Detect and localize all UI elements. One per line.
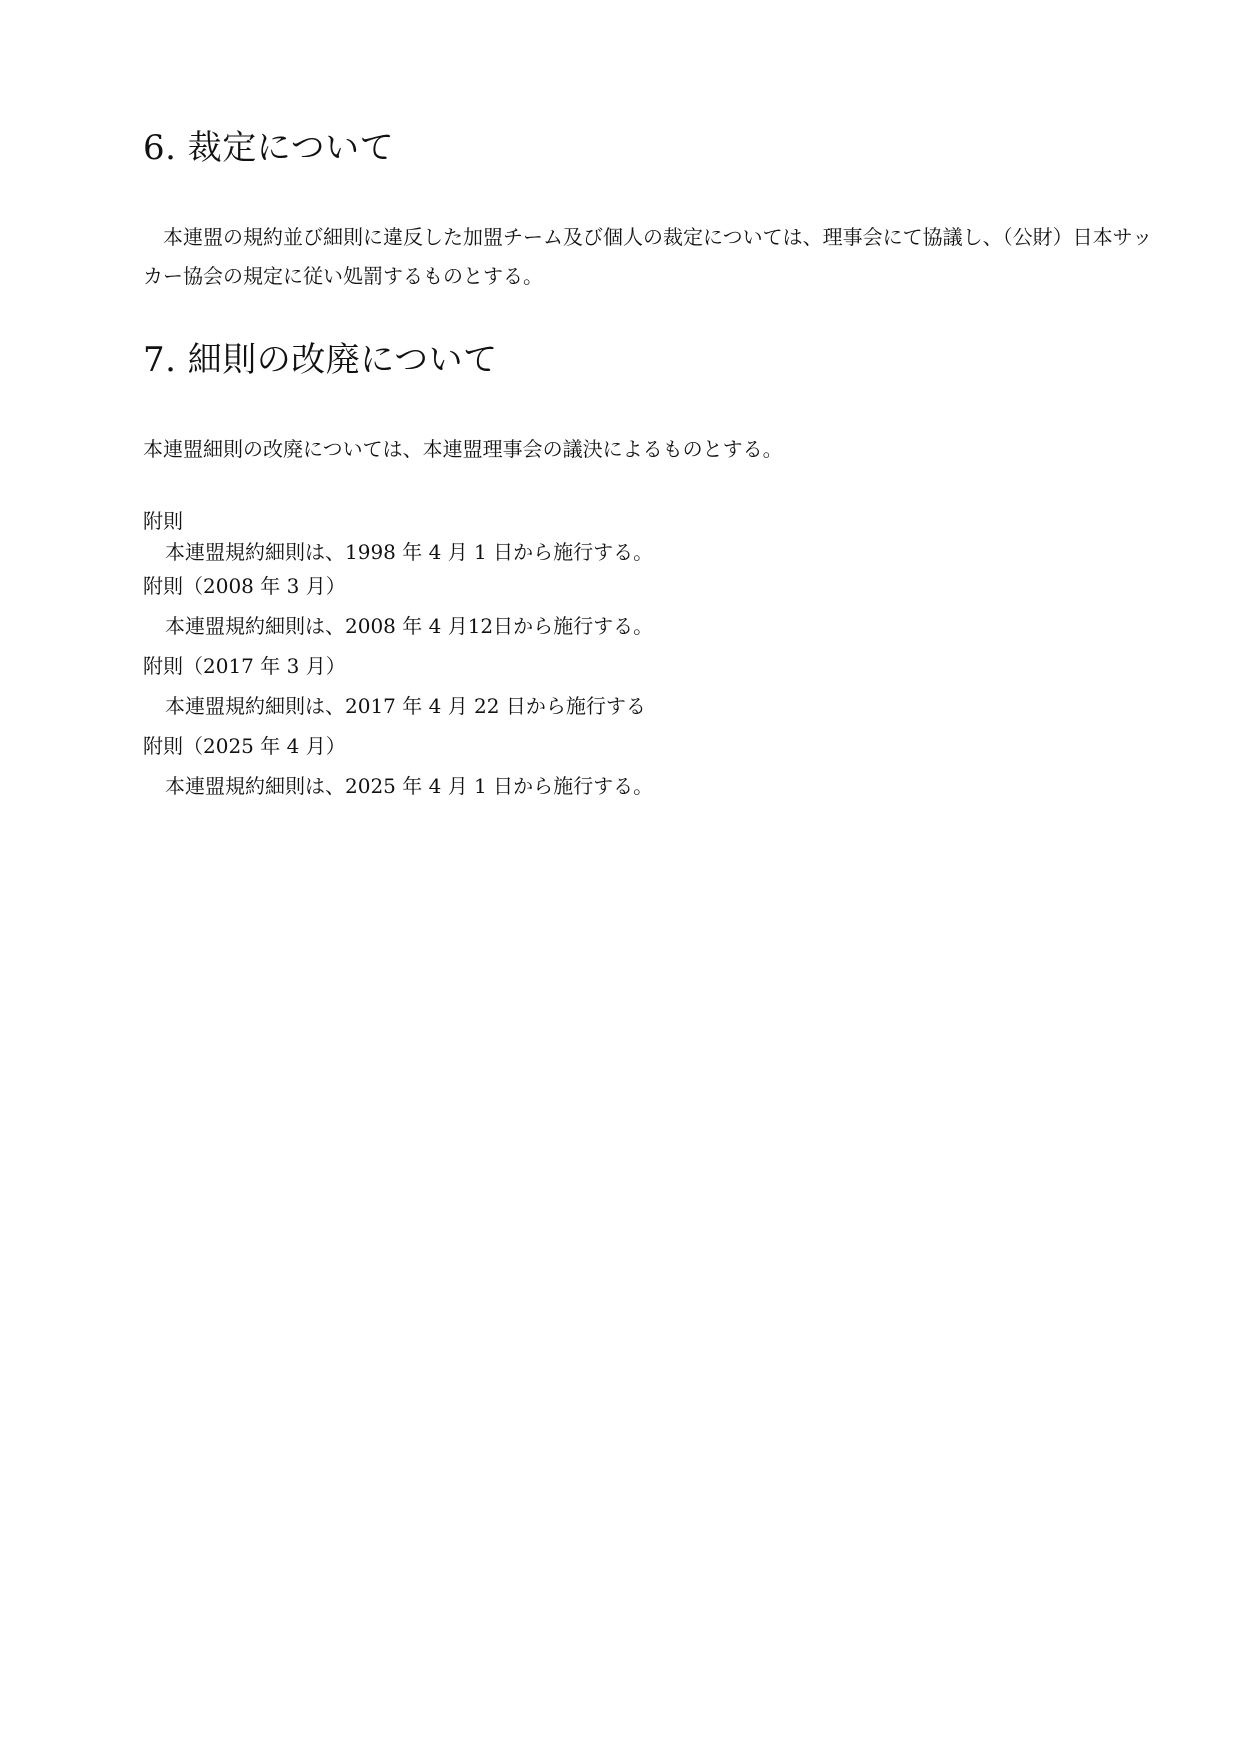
section-6-body: 本連盟の規約並び細則に違反した加盟チーム及び個人の裁定については、理事会にて協議し、（公財）日本サッカー協会の規定に従い処罰するものとする。 [143, 225, 1153, 288]
section-6-heading: 6. 裁定について [143, 128, 395, 168]
supplementary-title-4: 附則（2025 年 4 月） [143, 734, 346, 758]
supplementary-text-4: 本連盟規約細則は、2025 年 4 月 1 日から施行する。 [165, 774, 654, 798]
supplementary-title-3: 附則（2017 年 3 月） [143, 654, 346, 678]
supplementary-text-1: 本連盟規約細則は、1998 年 4 月 1 日から施行する。 [165, 540, 654, 564]
section-7-heading: 7. 細則の改廃について [143, 340, 498, 380]
supplementary-title-2: 附則（2008 年 3 月） [143, 574, 346, 598]
section-7-body: 本連盟細則の改廃については、本連盟理事会の議決によるものとする。 [143, 437, 783, 461]
supplementary-text-2: 本連盟規約細則は、2008 年 4 月12日から施行する。 [165, 614, 654, 638]
supplementary-title-1: 附則 [143, 509, 183, 533]
supplementary-text-3: 本連盟規約細則は、2017 年 4 月 22 日から施行する [165, 694, 646, 718]
